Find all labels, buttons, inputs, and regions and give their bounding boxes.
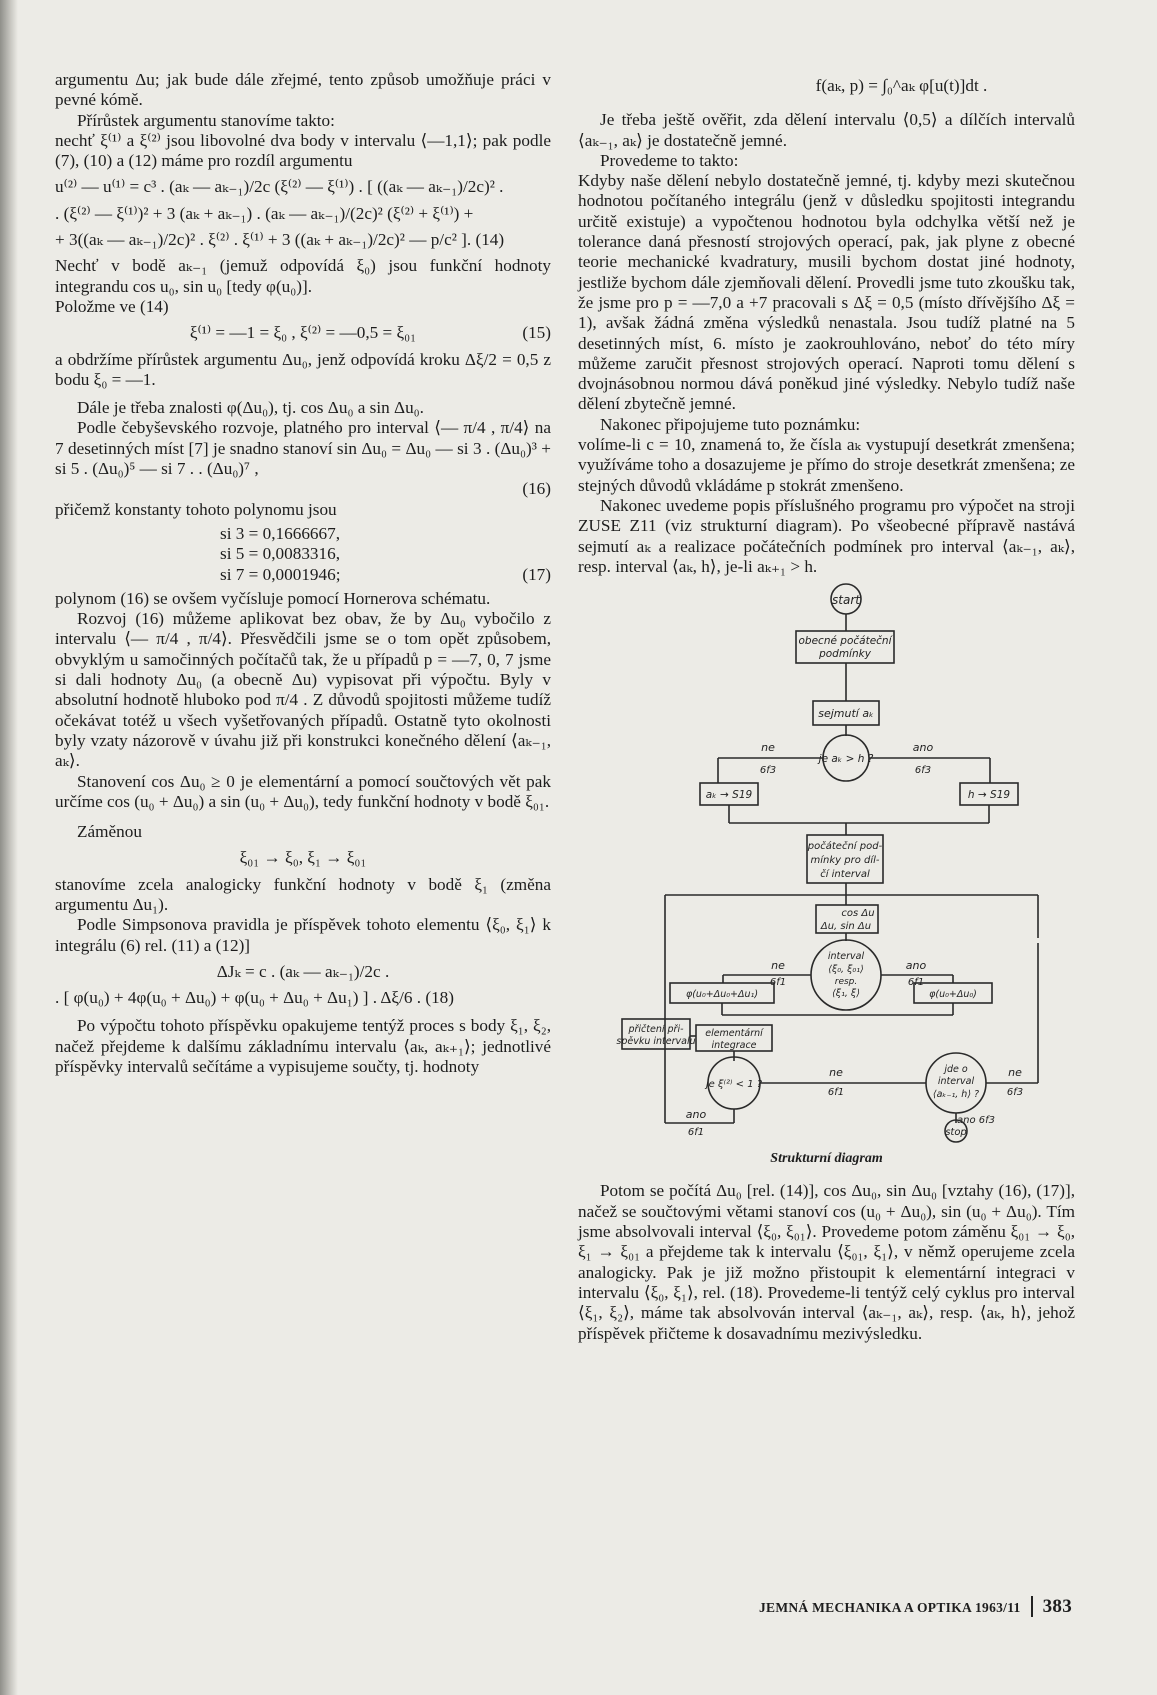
interval-label-4: ⟨ξ₁, ξ⟩	[832, 988, 860, 1000]
add-contribution-label-2: spěvku intervalu	[616, 1036, 696, 1048]
paragraph: Položme ve (14)	[55, 296, 169, 316]
branch-code: 6f1	[769, 977, 787, 989]
branch-no: ne	[829, 1066, 843, 1080]
paragraph: a obdržíme přírůstek argumentu Δu₀, jenž odpovídá kroku Δξ/2 = 0,5 z bodu ξ₀ = —1.	[55, 349, 551, 389]
equation-15-body: ξ⁽¹⁾ = —1 = ξ₀ , ξ⁽²⁾ = —0,5 = ξ₀₁	[189, 323, 417, 343]
binding-gutter	[0, 0, 18, 1695]
page-number: 383	[1031, 1596, 1072, 1617]
test-ak-label: je aₖ > h ?	[818, 753, 874, 766]
equation-14-line1: u⁽²⁾ — u⁽¹⁾ = c³ . (aₖ — aₖ₋₁)/2c (ξ⁽²⁾ — ξ⁽¹⁾) . [ ((aₖ — aₖ₋₁)/2c)² .	[55, 177, 504, 197]
equation-14-line2: . (ξ⁽²⁾ — ξ⁽¹⁾)² + 3 (aₖ + aₖ₋₁) . (aₖ — aₖ₋₁)/(2c)² (ξ⁽²⁾ + ξ⁽¹⁾) +	[55, 203, 474, 223]
phi-left-label: φ(u₀+Δu₀+Δu₁)	[685, 989, 759, 1001]
interval-label-2: ⟨ξ₀, ξ₀₁⟩	[828, 964, 864, 976]
paragraph: Nakonec uvedeme popis příslušného programu pro výpočet na stroji ZUSE Z11 (viz strukturní diagram). Po všeobecné přípravě nastává sejmutí aₖ a realizace počátečních podmínek pro interval ⟨aₖ₋₁, aₖ⟩, resp. interval ⟨aₖ, h⟩, je-li aₖ₊₁ > h.	[578, 495, 1075, 576]
elementary-integration-label-1: elementární	[705, 1028, 763, 1040]
paragraph: nechť ξ⁽¹⁾ a ξ⁽²⁾ jsou libovolné dva body v intervalu ⟨—1,1⟩; pak podle (7), (10) a (12) máme pro rozdíl argumentu	[55, 130, 551, 171]
branch-yes-code: ano 6f3	[956, 1115, 996, 1127]
paragraph: Záměnou	[77, 822, 142, 842]
polynomial-constants	[220, 524, 551, 585]
init-label-1: obecné počáteční	[798, 635, 892, 648]
diagram-caption: Strukturní diagram	[770, 1151, 883, 1167]
branch-code: 6f1	[907, 977, 925, 989]
branch-code: 6f3	[914, 765, 932, 777]
branch-code: 6f1	[827, 1087, 845, 1099]
start-label: start	[832, 593, 860, 608]
equation-18-line2: . [ φ(u₀) + 4φ(u₀ + Δu₀) + φ(u₀ + Δu₀ + Δu₁) ] . Δξ/6 . (18)	[55, 988, 454, 1008]
branch-no: ne	[761, 741, 775, 755]
test-interval-label-2: interval	[937, 1076, 975, 1088]
ak-s19-label: aₖ → S19	[705, 789, 753, 802]
interval-label-1: interval	[827, 951, 865, 963]
constant-si7: si 7 = 0,0001946;	[220, 564, 341, 584]
equation-18-line1: ΔJₖ = c . (aₖ — aₖ₋₁)/2c .	[216, 961, 390, 981]
paragraph: stanovíme zcela analogicky funkční hodnoty v bodě ξ₁ (změna argumentu Δu₁).	[55, 874, 551, 914]
branch-yes: ano	[912, 741, 934, 755]
branch-no: ne	[1008, 1066, 1022, 1080]
paragraph: argumentu Δu; jak bude dále zřejmé, tento způsob umožňuje práci v pevné kómě.	[55, 70, 551, 110]
paragraph: Podle čebyševského rozvoje, platného pro interval ⟨— π/4 , π/4⟩ na 7 desetinných míst [7] je snadno stanoví sin Δu₀ = Δu₀ — si 3 . (Δu₀)³ + si 5 . (Δu₀)⁵ — si 7 . . (Δu₀)⁷ ,	[55, 418, 551, 479]
equation-swap: ξ₀₁ → ξ₀, ξ₁ → ξ₀₁	[239, 848, 367, 868]
equation-16-number: (16)	[522, 479, 551, 499]
test-xi-label: je ξ⁽²⁾ < 1 ?	[705, 1079, 763, 1091]
equation-14-line3: + 3((aₖ — aₖ₋₁)/2c)² . ξ⁽²⁾ . ξ⁽¹⁾ + 3 ((aₖ + aₖ₋₁)/2c)² — p/c² ]. (14)	[55, 230, 505, 250]
paragraph: Potom se počítá Δu₀ [rel. (14)], cos Δu₀, sin Δu₀ [vztahy (16), (17)], načež se součtovými větami stanoví cos (u₀ + Δu₀), sin (u₀ + Δu₀). Tím jsme absolvovali interval ⟨ξ₀, ξ₀₁⟩. Provedeme potom záměnu ξ₀₁ → ξ₀, ξ₁ → ξ₀₁ a přejdeme tak k intervalu ⟨ξ₀₁, ξ₁⟩, v němž operujeme zcela analogicky. Pak je již možno přistoupit k elementární integraci v intervalu ⟨ξ₀, ξ₁⟩, rel. (18). Provedeme-li tentýž celý cyklus pro interval ⟨ξ₁, ξ₂⟩, máme tak absolvován interval ⟨aₖ₋₁, aₖ⟩, resp. ⟨aₖ, h⟩, jehož příspěvek přičteme k dosavadnímu mezivýsledku.	[578, 1181, 1075, 1343]
sin-label: Δu, sin Δu	[820, 921, 872, 933]
interval-init-label-3: čí interval	[820, 869, 870, 881]
h-s19-label: h → S19	[967, 789, 1011, 802]
structure-diagram	[578, 583, 1075, 1143]
equation-f: f(aₖ, p) = ∫₀^aₖ φ[u(t)]dt .	[815, 76, 988, 95]
paragraph: Je třeba ještě ověřit, zda dělení intervalu ⟨0,5⟩ a dílčích intervalů ⟨aₖ₋₁, aₖ⟩ je dostatečně jemné.	[578, 110, 1075, 150]
paragraph: Nakonec připojujeme tuto poznámku:	[600, 414, 861, 434]
right-column	[578, 70, 1075, 1344]
interval-init-label-2: mínky pro díl-	[810, 855, 880, 867]
interval-init-label-1: počáteční pod-	[807, 841, 883, 853]
phi-right-label: φ(u₀+Δu₀)	[929, 989, 977, 1001]
branch-no: ne	[771, 959, 785, 973]
paragraph: polynom (16) se ovšem vyčísluje pomocí Hornerova schématu.	[55, 588, 491, 608]
elementary-integration-label-2: integrace	[711, 1040, 757, 1052]
left-column	[55, 70, 551, 1077]
branch-code: 6f3	[1006, 1087, 1024, 1099]
constant-si3: si 3 = 0,1666667,	[220, 523, 340, 543]
branch-code: 6f3	[759, 765, 777, 777]
equation-number: (17)	[522, 564, 551, 584]
stop-label: stop	[945, 1127, 967, 1139]
interval-label-3: resp.	[834, 977, 858, 988]
branch-code: 6f1	[687, 1127, 705, 1139]
cos-label: cos Δu	[841, 908, 875, 920]
paragraph: Kdyby naše dělení nebylo dostatečně jemné, tj. kdyby mezi skutečnou hodnotou počítaného integrálu (jenž v důsledku spojitosti integrandu určitě existuje) a vypočtenou hodnotou byla odchylka větší než je tolerance daná přesností strojových operací, pak, jak plyne z obecné teorie mechanické kvadratury, musili bychom dostat jiné hodnoty, jestliže bychom dále zjemňovali dělení. Provedli jsme tuto zkoušku tak, že jsme pro p = —7,0 a +7 pracovali s Δξ = 0,5 (místo dřívějšího Δξ = 1), avšak žádná změna výsledků nenastala. Jsou tudíž platné na 5 desetinných míst, 6. místo je zaokrouhlováno, neboť do této míry můžeme zaručit přesnost strojových operací. Naproti tomu dělení s dvojnásobnou normou dává poněkud jiné výsledky. Nebylo tudíž naše dělení zbytečně jemné.	[578, 171, 1075, 414]
equation-number: (15)	[522, 323, 551, 343]
constant-si5: si 5 = 0,0083316,	[220, 544, 340, 564]
paragraph: Nechť v bodě aₖ₋₁ (jemuž odpovídá ξ₀) jsou funkční hodnoty integrandu cos u₀, sin u₀ [tedy φ(u₀)].	[55, 256, 551, 296]
paragraph: Rozvoj (16) můžeme aplikovat bez obav, že by Δu₀ vybočilo z intervalu ⟨— π/4 , π/4⟩. Přesvědčili jsme se o tom opět způsobem, obvyklým u samočinných počítačů tak, že u případů p = —7, 0, 7 jsme si dali hodnoty Δu₀ (a obecně Δu) vypisovat při výpočtu. Byly v absolutní hodnotě hluboko pod π/4 . Z důvodů spojitosti můžeme tudíž očekávat totéž u všech vyšetřovaných případů. Ostatně tyto okolnosti byly vzaty názorově v úvahu již při konstrukci konečného dělení ⟨aₖ₋₁, aₖ⟩.	[55, 609, 551, 771]
equation-15	[55, 323, 551, 343]
branch-yes: ano	[685, 1108, 707, 1122]
journal-name: JEMNÁ MECHANIKA A OPTIKA 1963/11	[758, 1600, 1021, 1615]
paragraph: Stanovení cos Δu₀ ≥ 0 je elementární a pomocí součtových vět pak určíme cos (u₀ + Δu₀) a sin (u₀ + Δu₀), tedy funkční hodnoty v bodě ξ₀₁.	[55, 771, 551, 811]
paragraph: Podle Simpsonova pravidla je příspěvek tohoto elementu ⟨ξ₀, ξ₁⟩ k integrálu (6) rel. (11) a (12)]	[55, 915, 551, 955]
test-interval-label-1: jde o	[944, 1064, 968, 1076]
init-label-2: podmínky	[819, 648, 871, 661]
take-ak-label: sejmutí aₖ	[818, 707, 874, 721]
paragraph: Přírůstek argumentu stanovíme takto:	[77, 110, 335, 130]
paragraph: volíme-li c = 10, znamená to, že čísla aₖ vystupují desetkrát zmenšena; využíváme toho a dosazujeme je přímo do stroje desetkrát zmenšena; ze stejných důvodů vkládáme p stokrát zmenšeno.	[578, 435, 1075, 495]
paragraph: Po výpočtu tohoto příspěvku opakujeme tentýž proces s body ξ₁, ξ₂, načež přejdeme k dalšímu základnímu intervalu ⟨aₖ, aₖ₊₁⟩; jednotlivé příspěvky intervalů sečítáme a vypisujeme součty, tj. hodnoty	[55, 1016, 551, 1077]
test-interval-label-3: ⟨aₖ₋₁, h⟩ ?	[932, 1089, 980, 1101]
add-contribution-label-1: přičtení při-	[628, 1024, 684, 1036]
paragraph: Provedeme to takto:	[600, 150, 739, 170]
branch-yes: ano	[905, 959, 927, 973]
page-footer	[746, 1596, 1072, 1618]
paragraph: přičemž konstanty tohoto polynomu jsou	[55, 499, 337, 519]
paragraph: Dále je třeba znalosti φ(Δu₀), tj. cos Δu₀ a sin Δu₀.	[77, 398, 424, 418]
